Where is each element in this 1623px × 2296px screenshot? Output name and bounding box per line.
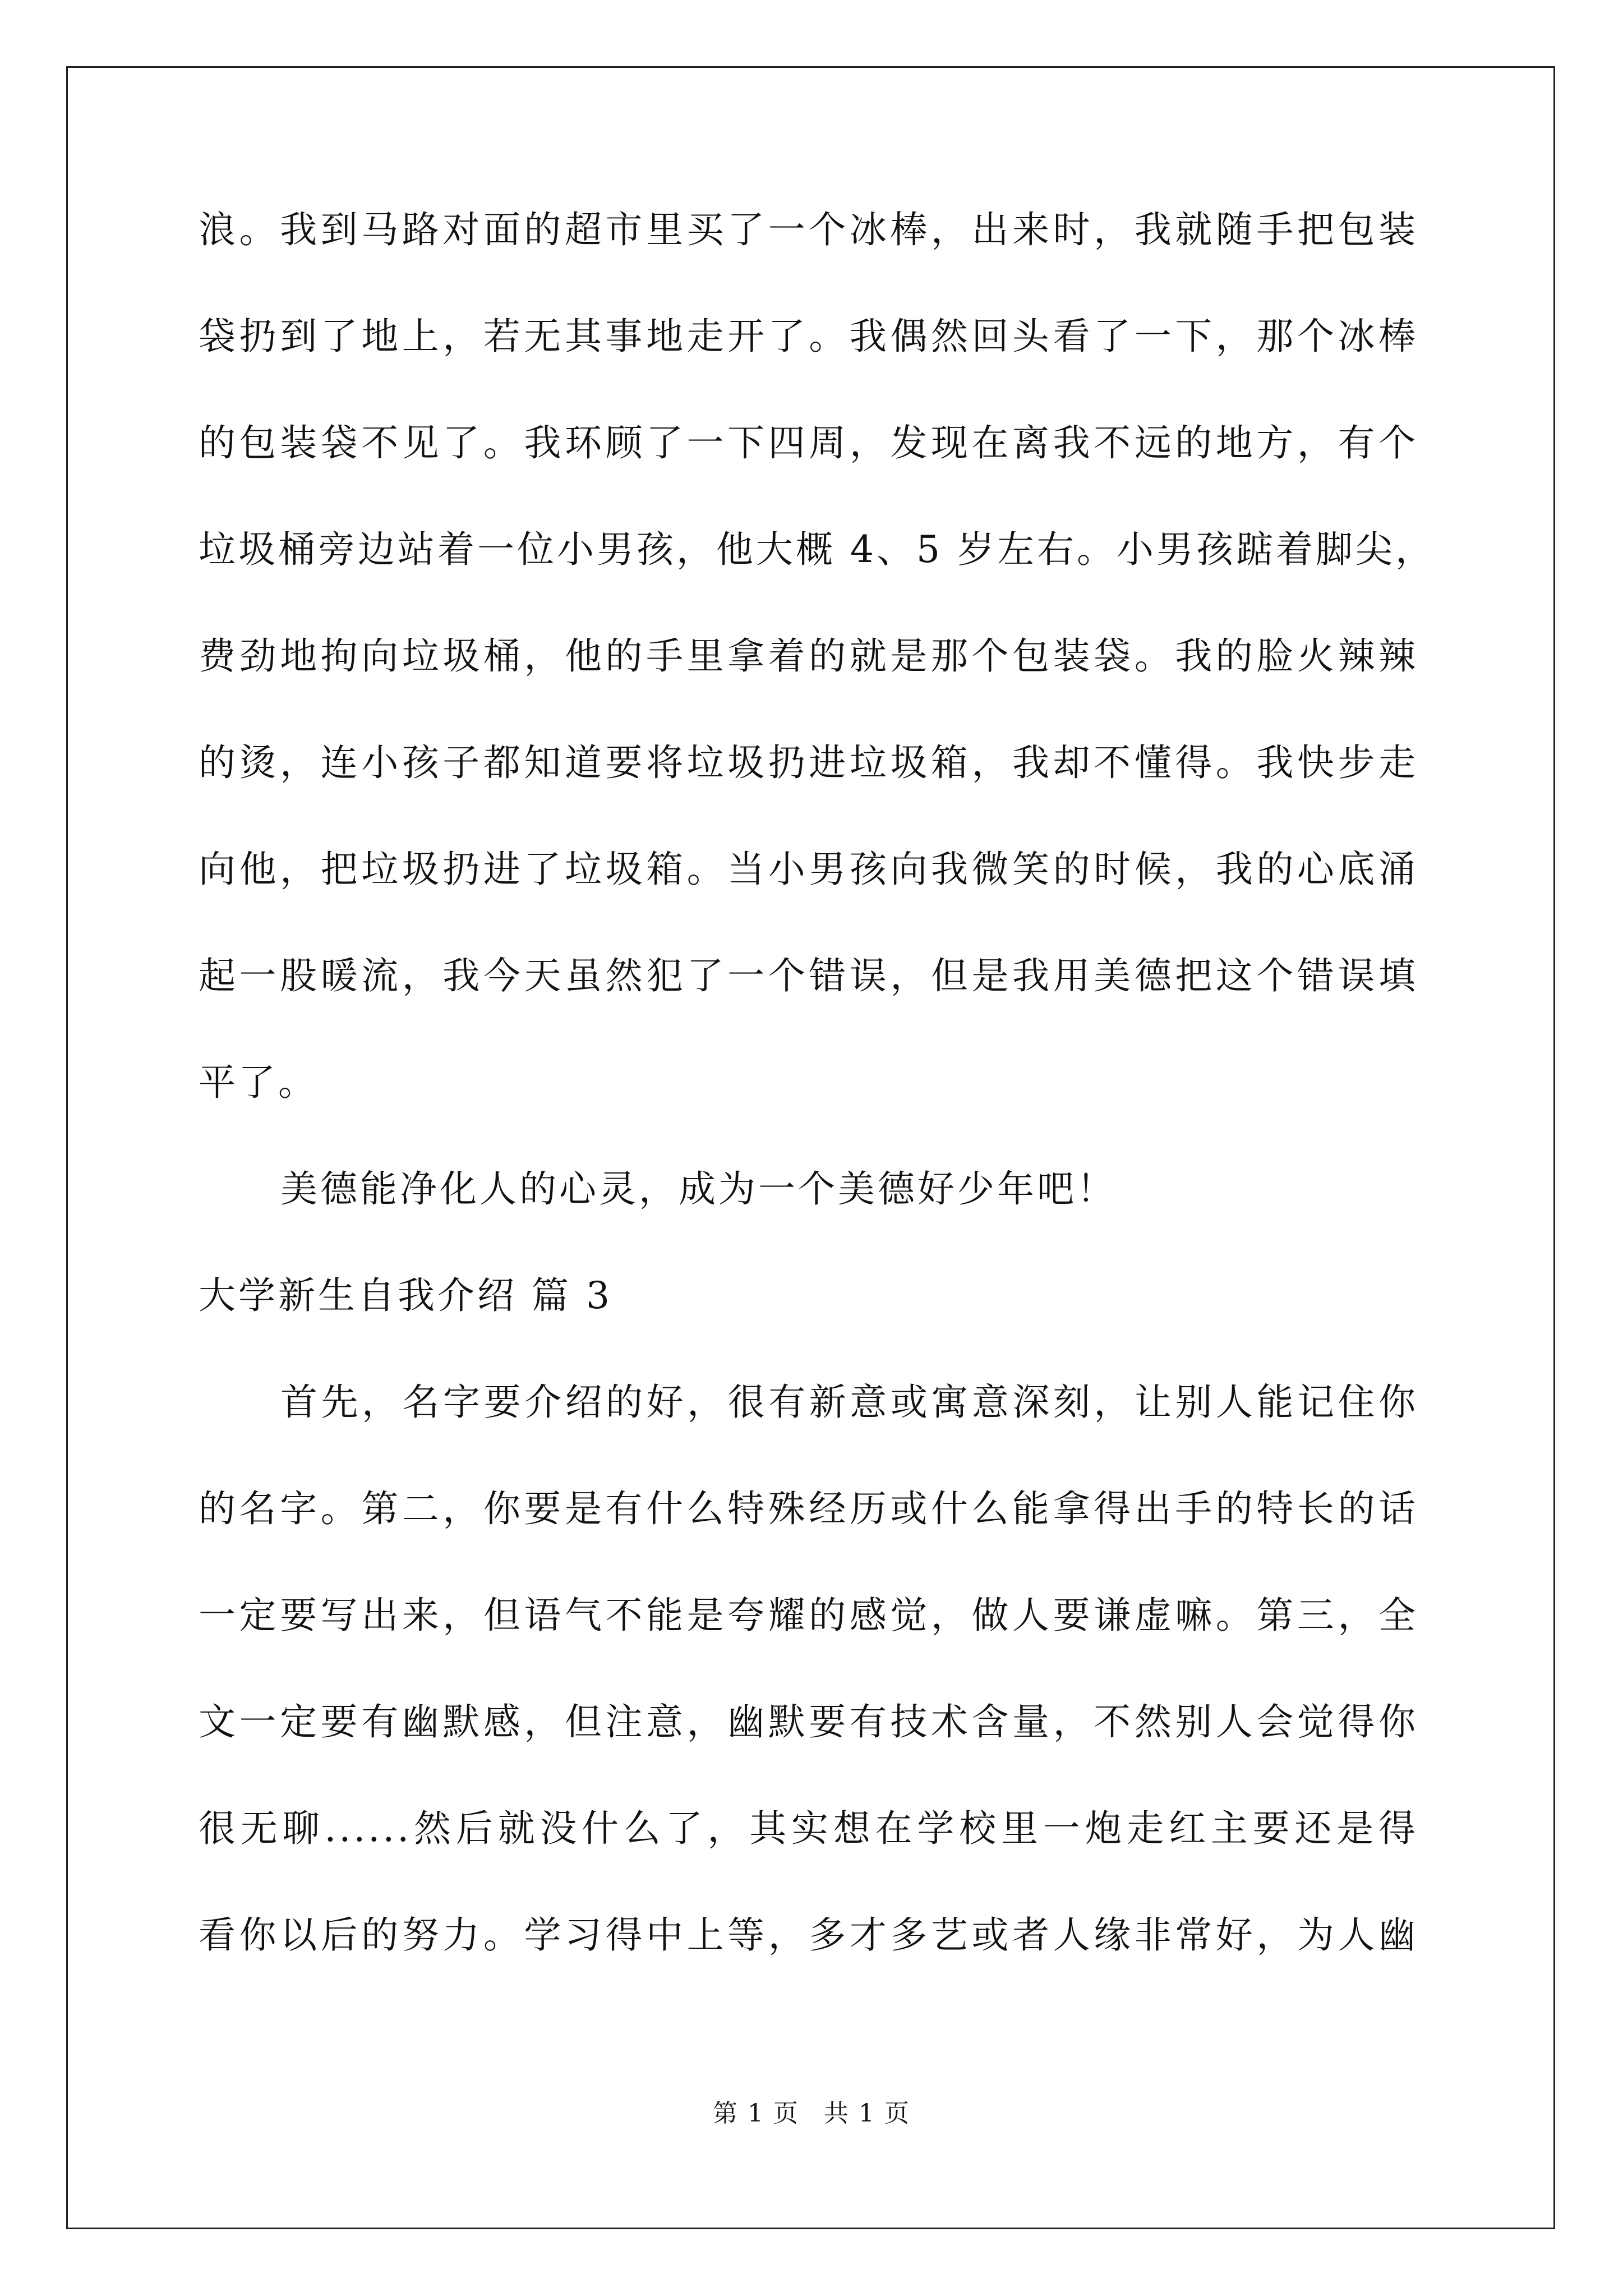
text-line: 的名字。第二，你要是有什么特殊经历或什么能拿得出手的特长的话 (199, 1487, 1418, 1530)
text-line: 垃圾桶旁边站着一位小男孩，他大概 4、5 岁左右。小男孩踮着脚尖， (199, 528, 1435, 571)
text-line: 的烫，连小孩子都知道要将垃圾扔进垃圾箱，我却不懂得。我快步走 (199, 741, 1418, 784)
text-line: 首先，名字要介绍的好，很有新意或寓意深刻，让别人能记住你 (280, 1381, 1418, 1424)
text-line: 向他，把垃圾扔进了垃圾箱。当小男孩向我微笑的时候，我的心底涌 (199, 848, 1418, 891)
page-number: 第 1 页 (713, 2099, 799, 2128)
text-line: 美德能净化人的心灵，成为一个美德好少年吧！ (280, 1167, 1117, 1211)
text-line: 看你以后的努力。学习得中上等，多才多艺或者人缘非常好，为人幽 (199, 1913, 1418, 1957)
text-line: 文一定要有幽默感，但注意，幽默要有技术含量，不然别人会觉得你 (199, 1700, 1418, 1743)
text-line: 起一股暖流，我今天虽然犯了一个错误，但是我用美德把这个错误填 (199, 954, 1418, 997)
text-line: 平了。 (199, 1061, 318, 1104)
section-heading: 大学新生自我介绍 篇 3 (199, 1274, 612, 1317)
text-line: 袋扔到了地上，若无其事地走开了。我偶然回头看了一下，那个冰棒 (199, 315, 1418, 358)
page-total: 共 1 页 (824, 2099, 910, 2128)
text-line: 浪。我到马路对面的超市里买了一个冰棒，出来时，我就随手把包装 (199, 208, 1418, 251)
page-footer (0, 2098, 1623, 2129)
text-line: 的包装袋不见了。我环顾了一下四周，发现在离我不远的地方，有个 (199, 421, 1418, 464)
text-line: 很无聊......然后就没什么了，其实想在学校里一炮走红主要还是得 (199, 1807, 1418, 1850)
text-line: 费劲地拘向垃圾桶，他的手里拿着的就是那个包装袋。我的脸火辣辣 (199, 634, 1418, 678)
document-body (199, 208, 1435, 2019)
text-line: 一定要写出来，但语气不能是夸耀的感觉，做人要谦虚嘛。第三，全 (199, 1594, 1418, 1637)
